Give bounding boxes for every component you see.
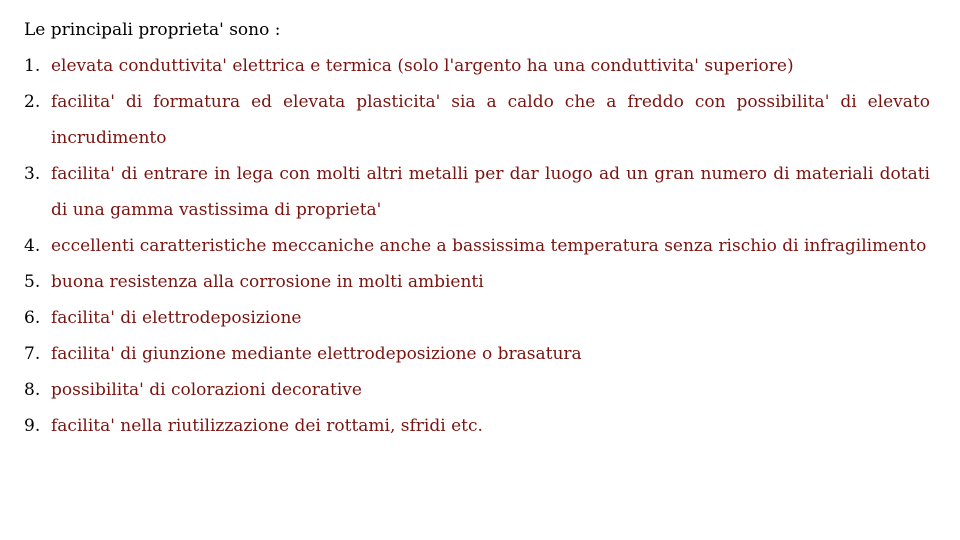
list-item (24, 264, 930, 300)
list-item-number: 7. (24, 344, 41, 364)
list-item-text: facilita' nella riutilizzazione dei rottami, sfridi etc. (51, 416, 483, 436)
list-item (24, 84, 930, 156)
list-item-number: 2. (24, 92, 41, 112)
list-item (24, 300, 930, 336)
list-item-number: 6. (24, 308, 41, 328)
list-item-number: 8. (24, 380, 41, 400)
list-item-text: eccellenti caratteristiche meccaniche anche a bassissima temperatura senza rischio di infragilimento (51, 236, 927, 256)
list-item-text: elevata conduttivita' elettrica e termica (solo l'argento ha una conduttivita' superiore) (51, 56, 794, 76)
list-item (24, 408, 930, 444)
list-item (24, 228, 930, 264)
intro-text: Le principali proprieta' sono : (24, 20, 281, 40)
list-item-text: facilita' di formatura ed elevata plasticita' sia a caldo che a freddo con possibilita' di elevato incrudimento (51, 92, 930, 148)
list-item-text: possibilita' di colorazioni decorative (51, 380, 362, 400)
list-item (24, 372, 930, 408)
list-item-text: facilita' di giunzione mediante elettrodeposizione o brasatura (51, 344, 582, 364)
list-item (24, 48, 930, 84)
list-item-number: 9. (24, 416, 41, 436)
list-item-number: 4. (24, 236, 41, 256)
list-item-number: 1. (24, 56, 41, 76)
list-item-number: 3. (24, 164, 41, 184)
list-item-text: facilita' di entrare in lega con molti altri metalli per dar luogo ad un gran numero di materiali dotati di una gamma vastissima di proprieta' (51, 164, 930, 220)
list-item-number: 5. (24, 272, 41, 292)
list-item-text: facilita' di elettrodeposizione (51, 308, 302, 328)
list-item (24, 336, 930, 372)
properties-list (24, 48, 930, 444)
list-item-text: buona resistenza alla corrosione in molti ambienti (51, 272, 484, 292)
list-item (24, 156, 930, 228)
